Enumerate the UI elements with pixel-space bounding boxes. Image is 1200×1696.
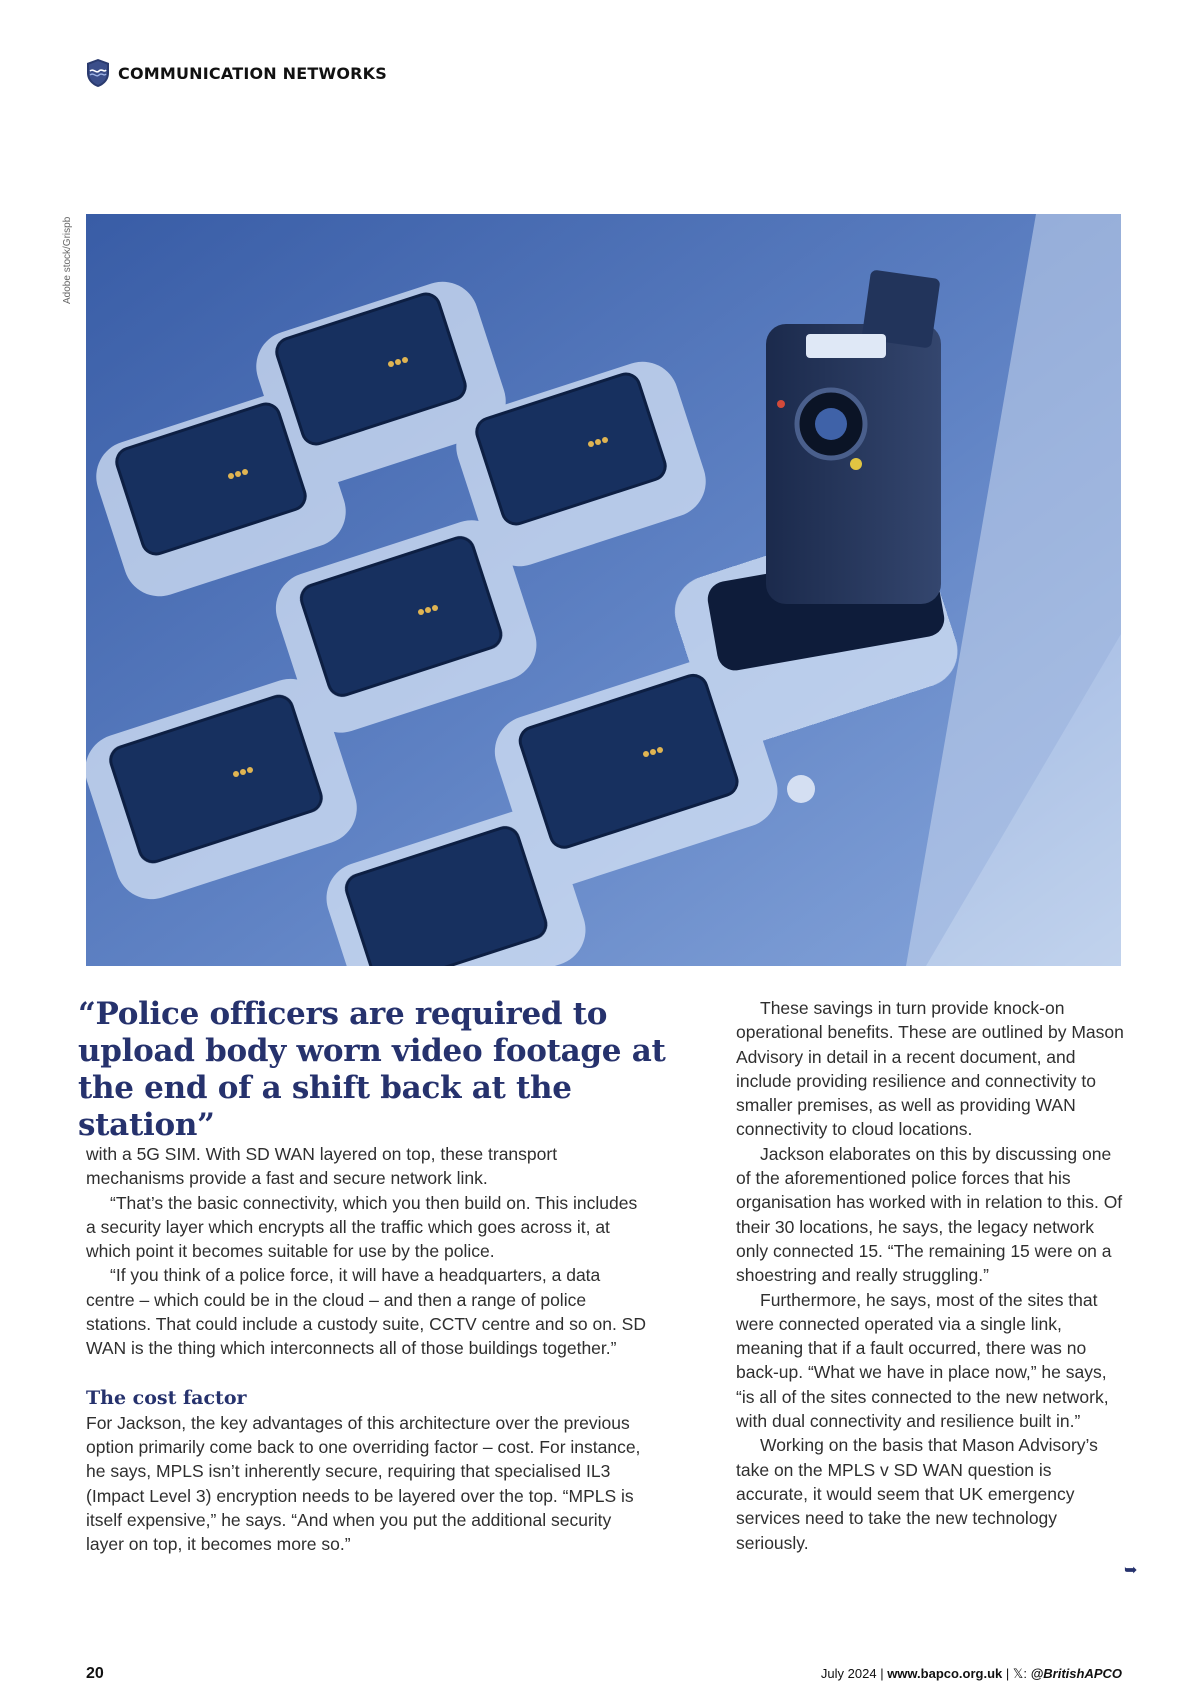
footer-date: July 2024 <box>820 1666 877 1681</box>
pull-quote: “Police officers are required to upload body worn video footage at the end of a shift back at the station” <box>78 996 666 1143</box>
paragraph: Furthermore, he says, most of the sites that were connected operated via a single link, meaning that if a fault occurred, there was no back-up. “What we have in place now,” he says, “is all of the sites connected to the new network, with dual connectivity and resilience built in.” <box>736 1289 1109 1432</box>
subheading: The cost factor <box>86 1386 247 1409</box>
page-header <box>86 58 387 88</box>
paragraph: with a 5G SIM. With SD WAN layered on top, these transport mechanisms provide a fast and secure network link. <box>86 1144 558 1189</box>
footer-info: July 2024 | www.bapco.org.uk | 𝕏: @BritishAPCO <box>820 1666 1122 1681</box>
page-number: 20 <box>86 1665 104 1682</box>
feature-photo <box>86 214 1121 966</box>
section-label: COMMUNICATION NETWORKS <box>118 63 387 83</box>
article-column-left <box>86 1142 646 1556</box>
paragraph: “That’s the basic connectivity, which you then build on. This includes a security layer which encrypts all the traffic which goes across it, at which point it becomes suitable for use by the police. <box>86 1192 638 1262</box>
article-column-right <box>736 996 1126 1555</box>
shield-logo-icon <box>86 58 110 88</box>
paragraph: Jackson elaborates on this by discussing one of the aforementioned police forces that his organisation has worked with in relation to this. Of their 30 locations, he says, the legacy network only connected 15. “The remaining 15 were on a shoestring and really struggling.” <box>736 1143 1123 1286</box>
photo-credit: Adobe stock/Grispb <box>62 216 73 304</box>
paragraph: For Jackson, the key advantages of this architecture over the previous option primarily come back to one overriding factor – cost. For instance, he says, MPLS isn’t inherently secure, requiring that specialised IL3 (Impact Level 3) encryption needs to be layered over the top. “MPLS is itself expensive,” he says. “And when you put the additional security layer on top, it becomes more so.” <box>86 1412 641 1555</box>
arrow-right-icon: ➥ <box>1124 1562 1138 1579</box>
paragraph: These savings in turn provide knock-on operational benefits. These are outlined by Mason Advisory in detail in a recent document, and include providing resilience and connectivity to smaller premises, as well as providing WAN connectivity to cloud locations. <box>736 998 1124 1140</box>
footer-website-link[interactable]: www.bapco.org.uk <box>887 1666 1003 1681</box>
footer-social-handle[interactable]: @BritishAPCO <box>1030 1666 1122 1681</box>
paragraph: Working on the basis that Mason Advisory’s take on the MPLS v SD WAN question is accurate, it would seem that UK emergency services need to take the new technology seriously. <box>736 1435 1098 1553</box>
x-logo-icon: 𝕏: <box>1012 1666 1031 1681</box>
paragraph: “If you think of a police force, it will have a headquarters, a data centre – which could be in the cloud – and then a range of police stations. That could include a custody suite, CCTV centre and so on. SD WAN is the thing which interconnects all of those buildings together.” <box>86 1265 646 1359</box>
